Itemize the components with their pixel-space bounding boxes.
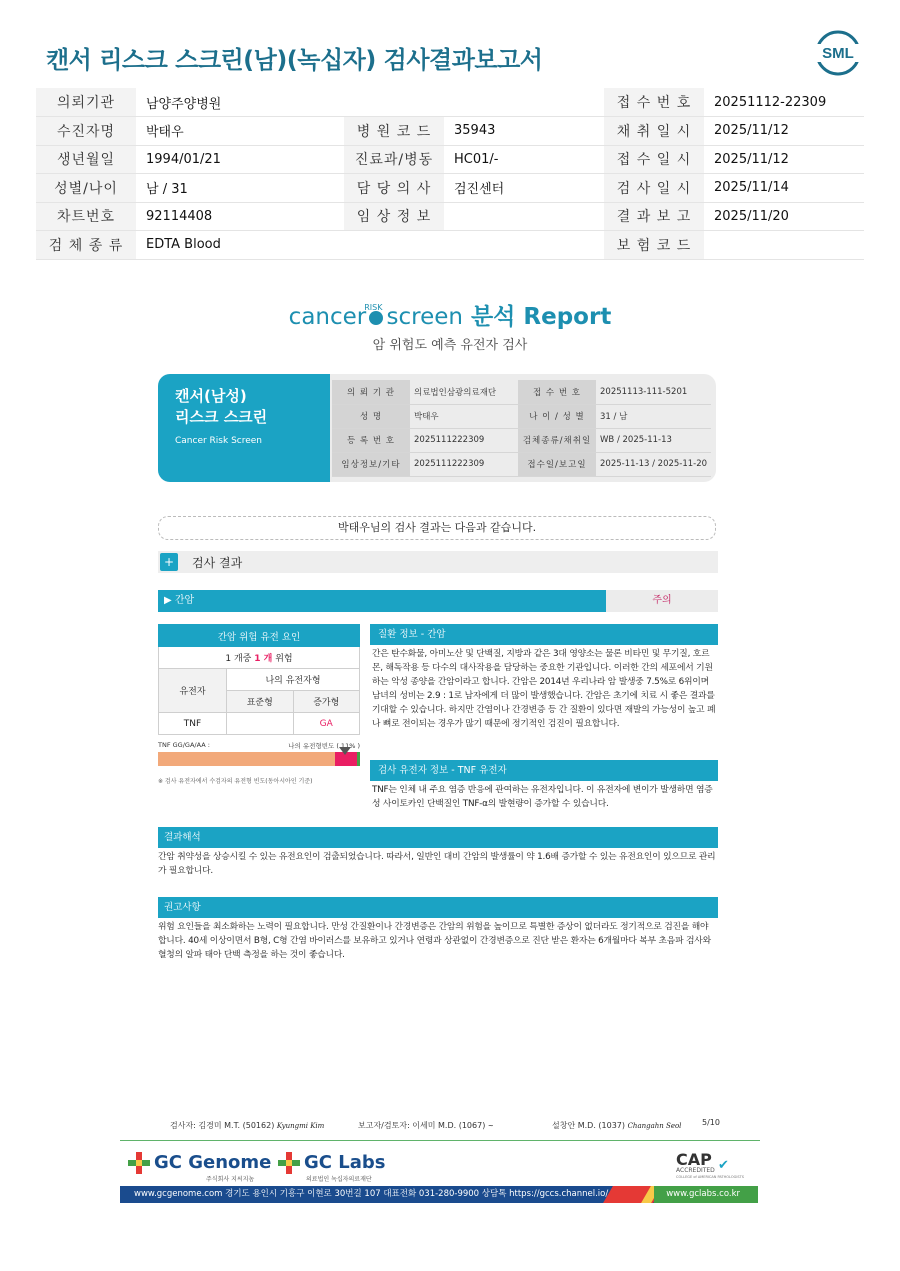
info-label: 결 과 보 고 [604,202,704,231]
info-row [36,231,864,260]
footer-text: www.gcgenome.com 경기도 용인시 기흥구 이현로 30번길 107 대표전화 031-280-9900 상담톡 https://gccs.channel.io/ [134,1189,609,1199]
info-label: 병 원 코 드 [344,117,444,146]
gene-info-header: 검사 유전자 정보 - TNF 유전자 [370,760,718,781]
frequency-end-segment [357,752,360,766]
gc-labs-cross-icon [278,1152,300,1174]
recommendation-header: 권고사항 [158,897,718,918]
banner-value: 2025111222309 [410,428,518,452]
info-label: 채 취 일 시 [604,117,704,146]
title-ko: 분석 Report [470,304,612,330]
svg-text:SML: SML [822,45,854,62]
title-risk: RISK [364,303,383,312]
cap-college: COLLEGE of AMERICAN PATHOLOGISTS [676,1175,744,1179]
footer-bar [120,1186,758,1203]
banner-row [332,452,711,476]
info-label: 진료과/병동 [344,145,444,174]
category-status: 주의 [606,590,718,612]
info-value: EDTA Blood [136,231,344,260]
frequency-labels [158,741,360,749]
col-my-type: 나의 유전자형 [227,669,360,691]
increase-value: GA [293,713,360,735]
risk-count: 1 개중 1 개 위험 [159,647,360,669]
tester-signature: 검사자: 김경미 M.T. (50162) Kyungmi Kim [170,1121,325,1130]
category-bar: ▶ 간암 [158,590,606,612]
frequency-right-label: 나의 유전형빈도 ( 11% ) [288,742,360,750]
info-row [36,117,864,146]
col-standard: 표준형 [227,691,294,713]
gc-labs-logo: GC Labs [304,1152,386,1173]
section-header [158,551,718,573]
info-label: 의뢰기관 [36,88,136,117]
banner-value: WB / 2025-11-13 [596,428,711,452]
banner-line2: 리스크 스크린 [175,408,268,426]
info-value: 92114408 [136,202,344,231]
banner-label: 임상정보/기타 [332,452,410,476]
cap-logo: CAP [676,1150,712,1169]
banner-line3: Cancer Risk Screen [175,436,263,446]
banner-value: 20251113-111-5201 [596,380,711,404]
folder-plus-icon: + [160,553,178,571]
col-gene: 유전자 [159,669,227,713]
gc-genome-sub: 주식회사 지씨지놈 [206,1176,255,1183]
plus-circle-icon [369,311,383,325]
frequency-marker-icon [339,747,351,755]
interpretation-header: 결과해석 [158,827,718,848]
info-value [444,231,604,260]
gc-genome-logo: GC Genome [154,1152,272,1173]
info-label: 검 사 일 시 [604,174,704,203]
banner-label: 등 록 번 호 [332,428,410,452]
info-value: 2025/11/12 [704,117,864,146]
banner-value: 31 / 남 [596,404,711,428]
banner-value: 2025-11-13 / 2025-11-20 [596,452,711,476]
info-label: 보 험 코 드 [604,231,704,260]
report-title [0,298,900,331]
third-signature: 설창안 M.D. (1037) Changahn Seol [552,1121,682,1130]
banner-value: 박태우 [410,404,518,428]
page-title: 캔서 리스크 스크린(남)(녹십자) 검사결과보고서 [46,46,543,74]
info-label: 접 수 번 호 [604,88,704,117]
info-value: 남양주양병원 [136,88,344,117]
info-label: 검 체 종 류 [36,231,136,260]
info-value: 2025/11/20 [704,202,864,231]
info-row [36,145,864,174]
banner-label: 나 이 / 성 별 [518,404,596,428]
info-label: 접 수 일 시 [604,145,704,174]
footer-website: www.gclabs.co.kr [666,1189,740,1199]
info-value: 남 / 31 [136,174,344,203]
info-label: 성별/나이 [36,174,136,203]
result-message: 박태우님의 검사 결과는 다음과 같습니다. [158,516,716,540]
patient-info-table [36,88,864,260]
disease-info-header: 질환 정보 - 간암 [370,624,718,645]
info-label: 생년월일 [36,145,136,174]
gene-table [158,624,360,735]
banner-label: 접 수 번 호 [518,380,596,404]
banner-label: 검체종류/채취일 [518,428,596,452]
info-value: 검진센터 [444,174,604,203]
gc-genome-cross-icon [128,1152,150,1174]
banner-label: 접수일/보고일 [518,452,596,476]
banner-title-block [158,374,330,482]
interpretation-text: 간암 취약성을 상승시킬 수 있는 유전요인이 검출되었습니다. 따라서, 일반인 대비 간암의 발생률이 약 1.6배 증가할 수 있는 유전요인이 있으므로 관리가 필요합니다. [158,852,716,876]
section-title: 검사 결과 [192,556,243,570]
cap-accredited: ACCREDITED [676,1167,715,1174]
frequency-left-label: TNF GG/GA/AA : [158,741,210,749]
info-value: 35943 [444,117,604,146]
banner-row [332,404,711,428]
banner-value: 의료법인삼광의료재단 [410,380,518,404]
recommendation-text: 위험 요인들을 최소화하는 노력이 필요합니다. 만성 간질환이나 간경변증은 간암의 위험을 높이므로 특별한 증상이 없더라도 정기적으로 검진을 해야 합니다. 40세 이상이면서 B형, C형 간염 바이러스를 보유하고 있거나 연령과 상관없이 간경변증으로 진단 받은 환자는 6개월마다 복부 초음파 검사와 혈청의 알파 태아 단백 측정을 하는 것이 좋습니다. [158,922,711,960]
info-value: HC01/- [444,145,604,174]
gc-labs-sub: 의료법인 녹십자의료재단 [306,1176,372,1183]
info-label: 차트번호 [36,202,136,231]
info-label [344,231,444,260]
info-value [704,231,864,260]
info-value [444,88,604,117]
info-row [36,202,864,231]
banner-label: 성 명 [332,404,410,428]
standard-value [227,713,294,735]
banner-row [332,380,711,404]
banner-row [332,428,711,452]
info-value: 1994/01/21 [136,145,344,174]
gene-table-header: 간암 위험 유전 요인 [159,625,360,647]
info-label: 담 당 의 사 [344,174,444,203]
info-label: 임 상 정 보 [344,202,444,231]
info-value: 2025/11/14 [704,174,864,203]
check-icon: ✔ [718,1158,729,1173]
page-number: 5/10 [702,1118,720,1127]
frequency-bar [158,752,360,766]
frequency-note: ※ 검사 유전자에서 수검자의 유전형 빈도(동아시아인 기준) [158,778,313,785]
col-increase: 증가형 [293,691,360,713]
report-subtitle: 암 위험도 예측 유전자 검사 [372,338,528,353]
title-cancer: cancer [288,304,367,330]
banner-info-table [332,380,711,477]
patient-banner [158,374,716,482]
info-value: 박태우 [136,117,344,146]
info-value [444,202,604,231]
info-value: 20251112-22309 [704,88,864,117]
reporter-signature: 보고자/검토자: 이세미 M.D. (1067) ~ [358,1121,494,1130]
sml-logo-icon [812,30,864,76]
banner-value: 2025111222309 [410,452,518,476]
banner-line1: 캔서(남성) [175,387,247,405]
gene-name: TNF [159,713,227,735]
info-row [36,88,864,117]
disease-info-text: 간은 탄수화물, 아미노산 및 단백질, 지방과 같은 3대 영양소는 물론 비타민 및 무기질, 호르몬, 해독작용 등 다수의 대사작용을 담당하는 중요한 기관입니다. 이러한 간의 세포에서 기원하는 악성 종양을 간암이라고 합니다. 간암은 2014년 우리나라 암 발생중 7.5%로 6위이며 남녀의 성비는 2.9 : 1로 남자에게 더 많이 발생했습니다. 간암은 초기에 치료 시 좋은 결과를 기대할 수 있습니다. 하지만 간염이나 간경변증 등 간 질환이 있다면 재발의 가능성이 높고 폐나 뼈로 전이되는 경우가 많기 때문에 정기적인 검진이 필요합니다. [372,649,716,729]
title-screen: screen [386,304,463,330]
info-row [36,174,864,203]
separator-line [120,1140,760,1141]
info-label: 수진자명 [36,117,136,146]
info-label [344,88,444,117]
banner-label: 의 뢰 기 관 [332,380,410,404]
gene-info-text: TNF는 인체 내 주요 염증 반응에 관여하는 유전자입니다. 이 유전자에 변이가 발생하면 염증성 사이토카인 단백질인 TNF-α의 발현량이 증가할 수 있습니다. [372,785,713,809]
info-value: 2025/11/12 [704,145,864,174]
